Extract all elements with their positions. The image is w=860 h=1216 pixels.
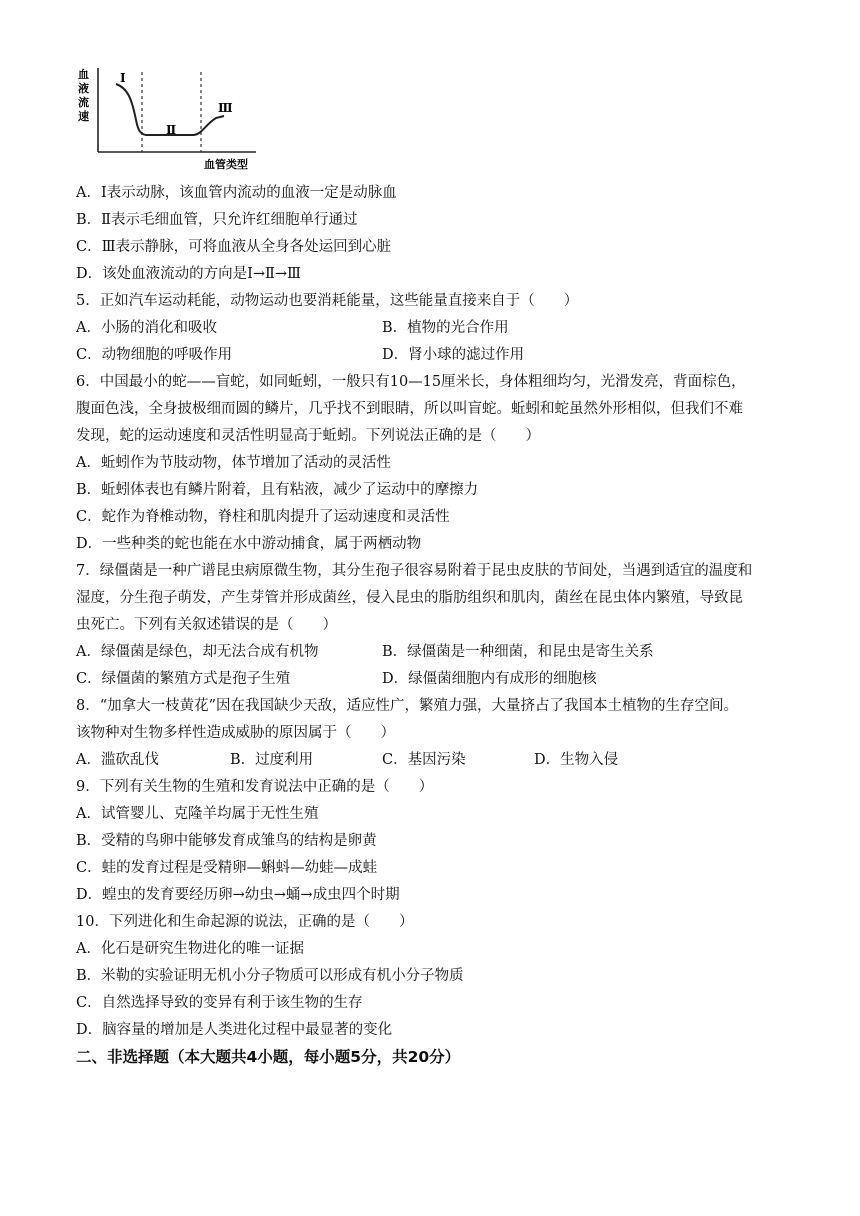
- q6-option-b: B．蚯蚓体表也有鳞片附着，且有粘液，减少了运动中的摩擦力: [76, 482, 479, 498]
- figure-segment-3: Ⅲ: [218, 101, 233, 115]
- q8-option-b: B．过度利用: [230, 752, 314, 768]
- q7-stem-line-2: 湿度，分生孢子萌发，产生芽管并形成菌丝，侵入昆虫的脂肪组织和肌肉，菌丝在昆虫体内繁殖，导致昆: [76, 590, 743, 606]
- figure-ylabel-char-4: 速: [78, 110, 89, 123]
- q9-option-d: D．蝗虫的发育要经历卵→幼虫→蛹→成虫四个时期: [76, 887, 400, 903]
- figure-segment-1: Ⅰ: [120, 71, 126, 85]
- q6-stem-line-3: 发现，蛇的运动速度和灵活性明显高于蚯蚓。下列说法正确的是（ ）: [76, 428, 540, 444]
- q7-stem-line-3: 虫死亡。下列有关叙述错误的是（ ）: [76, 617, 337, 633]
- q8-option-d: D．生物入侵: [534, 752, 619, 768]
- q6-stem-line-1: 6．中国最小的蛇——盲蛇，如同蚯蚓，一般只有10—15厘米长，身体粗细均匀，光滑发亮，背面棕色，: [76, 374, 746, 390]
- q4-option-b: B．Ⅱ表示毛细血管，只允许红细胞单行通过: [76, 212, 358, 228]
- q8-stem-line-1: 8．“加拿大一枝黄花”因在我国缺少天敌，适应性广，繁殖力强，大量挤占了我国本土植物的生存空间。: [76, 698, 739, 714]
- q7-option-a: A．绿僵菌是绿色，却无法合成有机物: [76, 644, 319, 660]
- q10-option-a: A．化石是研究生物进化的唯一证据: [76, 941, 304, 957]
- q9-option-a: A．试管婴儿、克隆羊均属于无性生殖: [76, 806, 319, 822]
- figure-segment-2: Ⅱ: [166, 123, 177, 137]
- q6-option-d: D．一些种类的蛇也能在水中游动捕食，属于两栖动物: [76, 536, 422, 552]
- q10-option-b: B．米勒的实验证明无机小分子物质可以形成有机小分子物质: [76, 968, 464, 984]
- q5-option-b: B．植物的光合作用: [382, 320, 509, 336]
- figure-ylabel-char-3: 流: [78, 96, 89, 109]
- q10-option-c: C．自然选择导致的变异有利于该生物的生存: [76, 995, 363, 1011]
- q5-option-a: A．小肠的消化和吸收: [76, 320, 217, 336]
- q7-option-d: D．绿僵菌细胞内有成形的细胞核: [382, 671, 597, 687]
- q4-option-a: A．Ⅰ表示动脉，该血管内流动的血液一定是动脉血: [76, 185, 397, 201]
- q4-option-c: C．Ⅲ表示静脉，可将血液从全身各处运回到心脏: [76, 239, 392, 255]
- q10-stem: 10．下列进化和生命起源的说法，正确的是（ ）: [76, 914, 414, 930]
- blood-flow-figure: [76, 60, 266, 172]
- q6-option-c: C．蛇作为脊椎动物，脊柱和肌肉提升了运动速度和灵活性: [76, 509, 450, 525]
- q10-option-d: D．脑容量的增加是人类进化过程中最显著的变化: [76, 1022, 393, 1038]
- q6-option-a: A．蚯蚓作为节肢动物，体节增加了活动的灵活性: [76, 455, 391, 471]
- q8-stem-line-2: 该物种对生物多样性造成威胁的原因属于（ ）: [76, 725, 395, 741]
- figure-ylabel-char-2: 液: [78, 82, 89, 95]
- q8-option-a: A．滥砍乱伐: [76, 752, 159, 768]
- q4-option-d: D．该处血液流动的方向是Ⅰ→Ⅱ→Ⅲ: [76, 266, 301, 282]
- section-2-heading: 二、非选择题（本大题共4小题，每小题5分，共20分）: [76, 1048, 461, 1066]
- q9-option-c: C．蛙的发育过程是受精卵—蝌蚪—幼蛙—成蛙: [76, 860, 378, 876]
- q8-option-c: C．基因污染: [382, 752, 466, 768]
- q5-stem: 5．正如汽车运动耗能，动物运动也要消耗能量，这些能量直接来自于（ ）: [76, 293, 579, 309]
- q7-option-b: B．绿僵菌是一种细菌，和昆虫是寄生关系: [382, 644, 654, 660]
- q6-stem-line-2: 腹面色浅，全身披极细而圆的鳞片，几乎找不到眼睛，所以叫盲蛇。蚯蚓和蛇虽然外形相似，但我们不难: [76, 401, 743, 417]
- q9-stem: 9．下列有关生物的生殖和发育说法中正确的是（ ）: [76, 779, 434, 795]
- q5-option-d: D．肾小球的滤过作用: [382, 347, 525, 363]
- figure-xlabel: 血管类型: [204, 158, 248, 171]
- q9-option-b: B．受精的鸟卵中能够发育成雏鸟的结构是卵黄: [76, 833, 377, 849]
- q7-stem-line-1: 7．绿僵菌是一种广谱昆虫病原微生物，其分生孢子很容易附着于昆虫皮肤的节间处，当遇到适宜的温度和: [76, 563, 753, 579]
- q7-option-c: C．绿僵菌的繁殖方式是孢子生殖: [76, 671, 291, 687]
- figure-ylabel-char-1: 血: [78, 68, 89, 81]
- q5-option-c: C．动物细胞的呼吸作用: [76, 347, 233, 363]
